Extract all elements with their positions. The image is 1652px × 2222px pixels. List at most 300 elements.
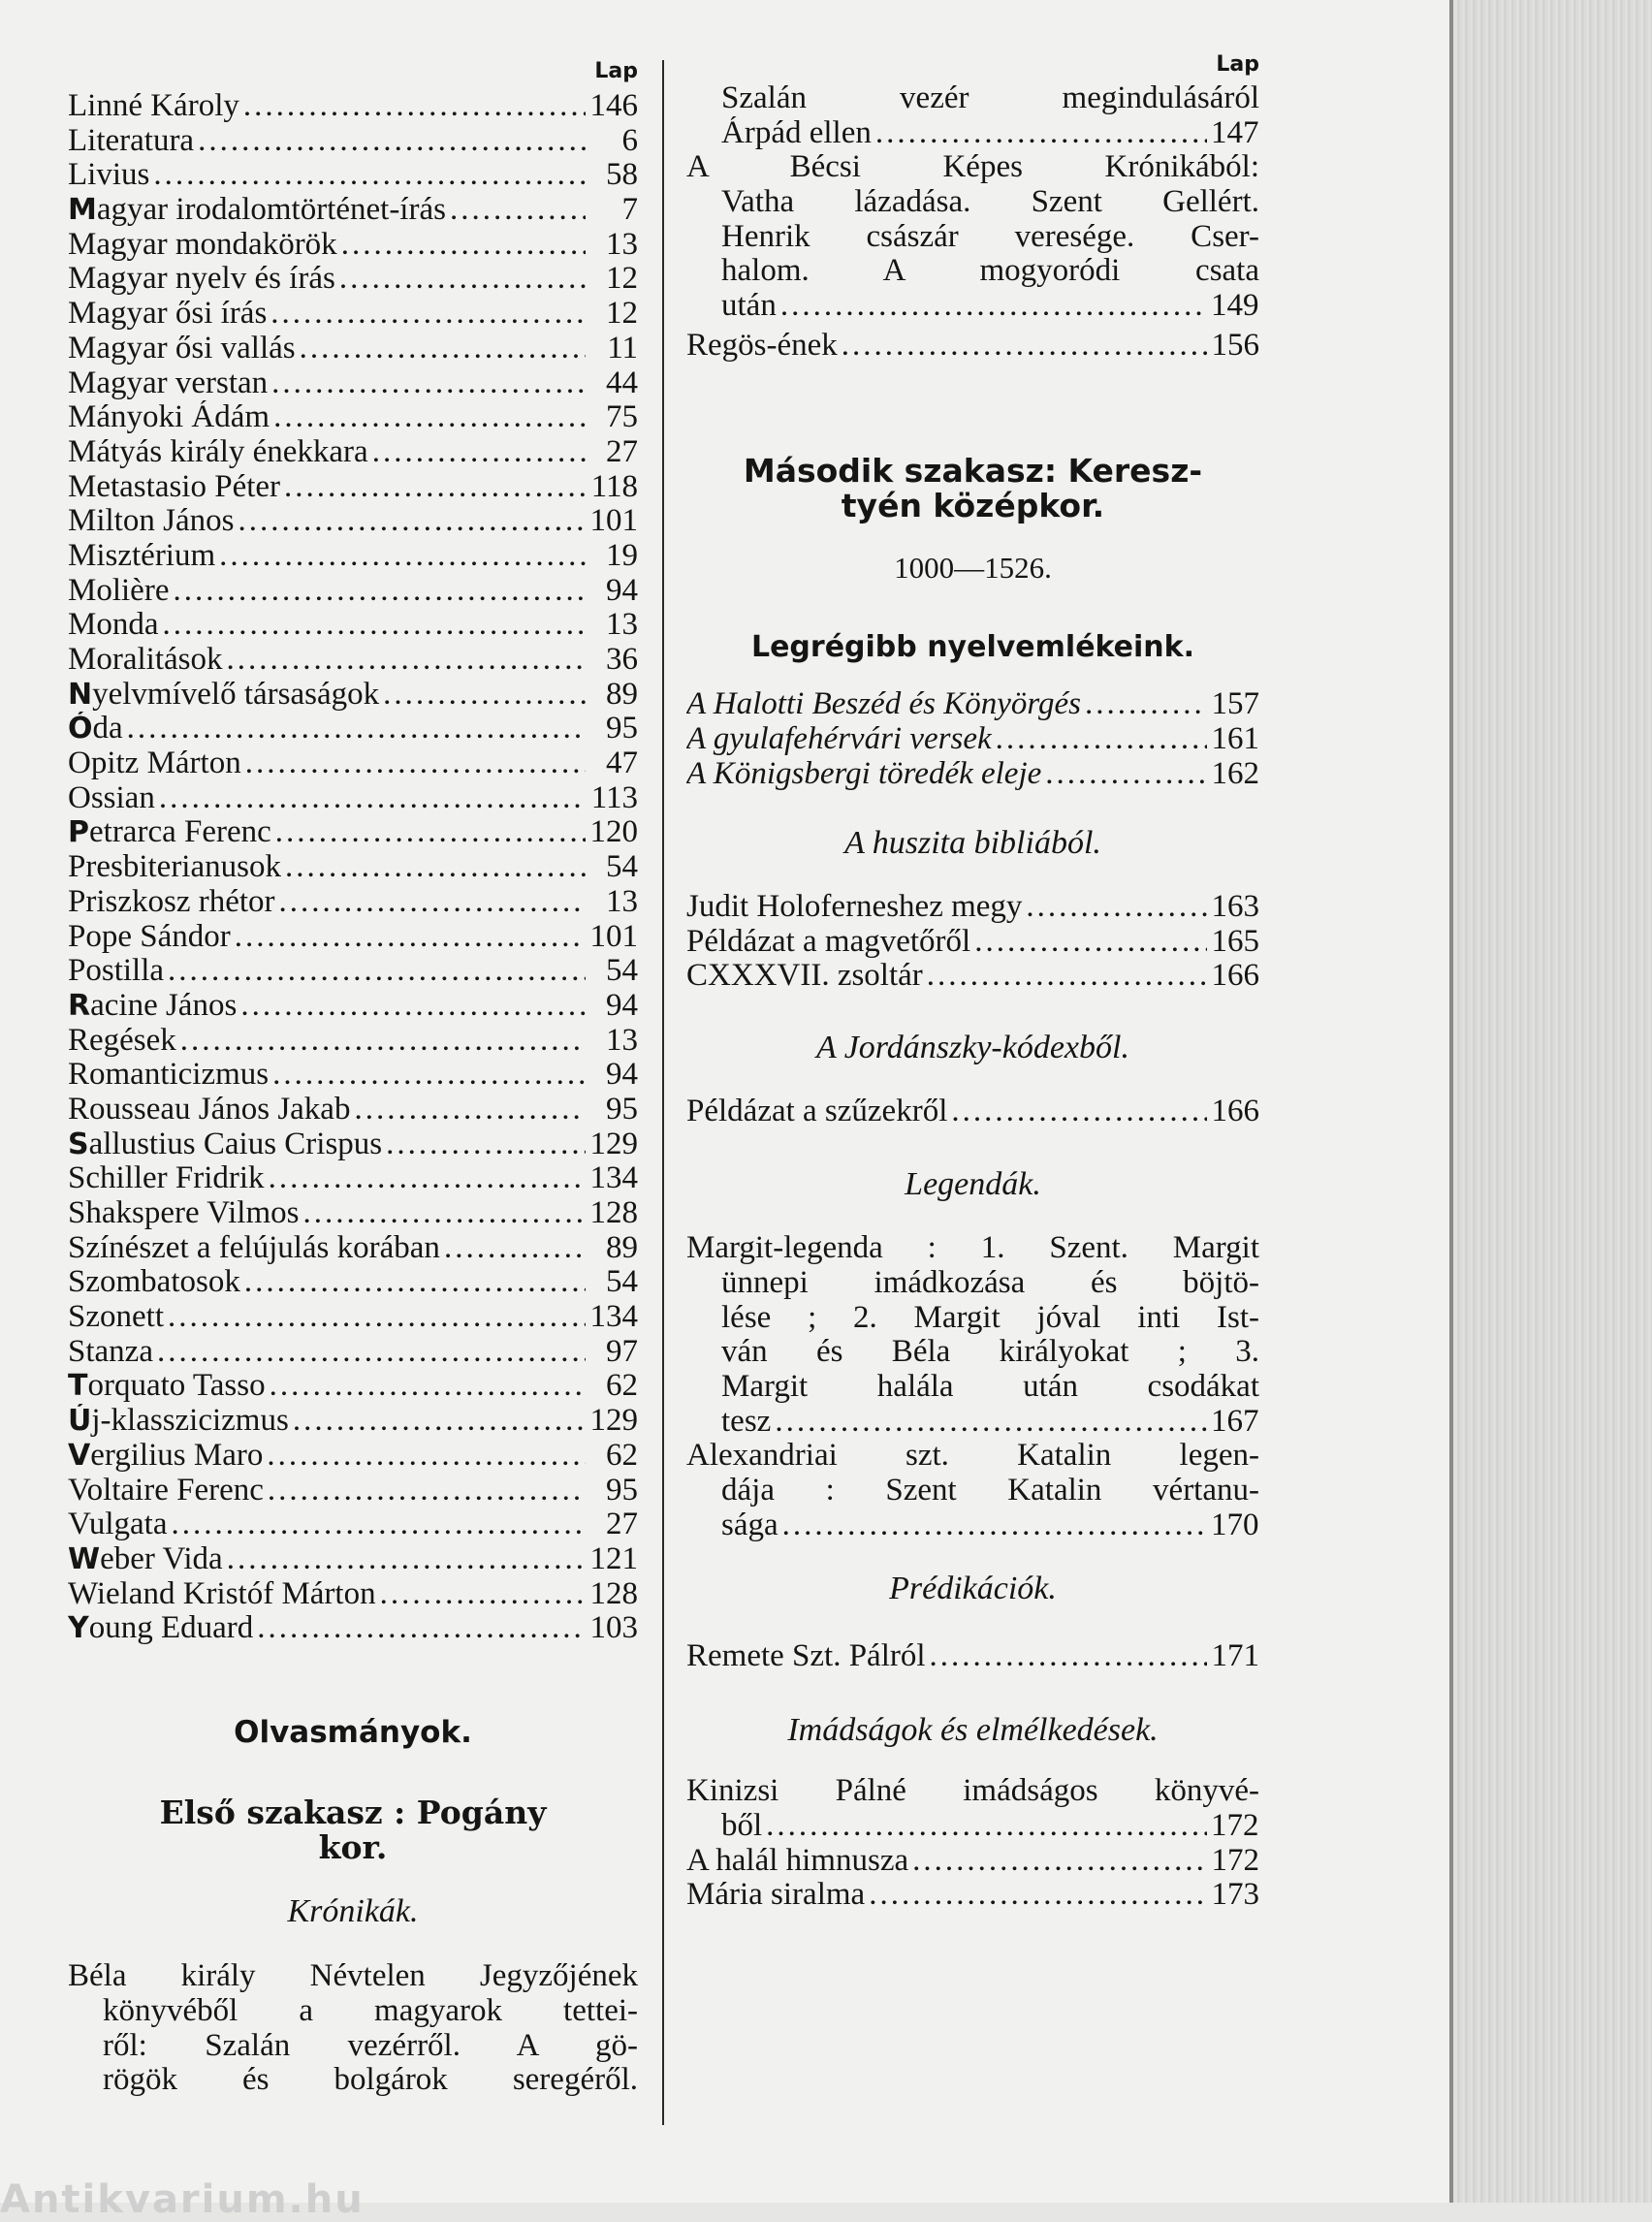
entry-page: 166 — [1211, 959, 1259, 994]
entry-title-text: Postilla — [68, 954, 165, 989]
katalin-entry — [686, 1439, 1259, 1542]
index-entry — [68, 124, 638, 159]
entry-title — [68, 1508, 167, 1542]
dot-leader — [275, 815, 586, 850]
entry-title — [68, 574, 169, 609]
dot-leader — [244, 1265, 586, 1300]
entry-title-text: Monda — [68, 608, 159, 643]
entry-title — [68, 1474, 264, 1508]
index-entry — [68, 885, 638, 920]
entry-title-text: Regések — [68, 1023, 176, 1058]
index-entry — [68, 1508, 638, 1542]
entry-page: 129 — [589, 1404, 638, 1439]
entry-page: 146 — [589, 89, 638, 123]
entry-page: 62 — [606, 1438, 638, 1473]
dot-leader — [273, 400, 586, 435]
entry-title-text: Mátyás király énekkara — [68, 434, 368, 469]
index-entry — [68, 1161, 638, 1196]
index-entry — [68, 1196, 638, 1231]
dot-leader — [293, 1404, 586, 1439]
dot-leader — [339, 262, 586, 297]
entry-title-text: Magyar nyelv és írás — [68, 262, 335, 297]
dot-leader — [157, 1335, 586, 1370]
szalan-line: Szalán vezér megindulásáról — [721, 80, 1259, 115]
entry-page: 44 — [606, 365, 638, 400]
entry-page: 11 — [607, 331, 638, 365]
entry-page: 134 — [589, 1300, 638, 1335]
legregibb-heading: Legrégibb nyelvemlékeink. — [750, 629, 1195, 664]
entry-page: 94 — [606, 573, 638, 608]
bela-line: ről: Szalán vezérről. A gö- — [103, 2027, 638, 2063]
entry-title-text: Színészet a felújulás korában — [68, 1230, 440, 1265]
entry-title-text: A Königsbergi töredék eleje — [686, 756, 1042, 791]
entry-title — [686, 890, 1022, 925]
entry-title-text: Példázat a magvetőről — [686, 924, 971, 959]
entry-title-text: Magyar ősi írás — [68, 297, 268, 332]
entry-title-text: eber Vida — [100, 1541, 223, 1576]
becsi-line: Henrik császár veresége. Cser- — [721, 218, 1259, 254]
index-entry — [686, 925, 1259, 960]
index-entry — [68, 1127, 638, 1162]
dot-leader — [383, 678, 586, 713]
bela-line: rögök és bolgárok seregéről. — [103, 2062, 638, 2098]
entry-title-text: da — [92, 712, 123, 746]
entry-page: 13 — [606, 884, 638, 919]
entry-page: 170 — [1211, 1508, 1259, 1542]
katalin-line: Alexandriai szt. Katalin legen- — [686, 1438, 1259, 1474]
index-entry — [686, 757, 1259, 792]
entry-page: 94 — [606, 988, 638, 1023]
dot-leader — [153, 158, 586, 193]
entry-page: 162 — [1211, 756, 1259, 791]
entry-page: 147 — [1211, 115, 1259, 150]
entry-page: 113 — [590, 780, 638, 815]
entry-title-text: CXXXVII. zsoltár — [686, 959, 923, 994]
left-index-list — [68, 89, 638, 1646]
entry-title-text: Shakspere Vilmos — [68, 1196, 300, 1230]
index-entry — [68, 1058, 638, 1093]
entry-page: 172 — [1211, 1809, 1259, 1844]
huszita-heading: A huszita bibliából. — [844, 825, 1101, 862]
entry-page: 62 — [606, 1369, 638, 1404]
section2-heading — [686, 451, 1259, 524]
index-entry — [686, 1809, 1259, 1844]
dot-leader — [450, 193, 586, 228]
dot-leader — [245, 746, 586, 781]
bela-line: könyvéből a magyarok tettei- — [103, 1993, 638, 2029]
dot-leader — [380, 1577, 586, 1612]
entry-page: 54 — [606, 1265, 638, 1300]
index-entry — [68, 781, 638, 816]
nyelvemlek-list — [686, 687, 1259, 791]
entry-page: 172 — [1211, 1843, 1259, 1878]
entry-page: 13 — [606, 608, 638, 643]
entry-title-text: yelvmívelő társaságok — [92, 677, 380, 712]
entry-page: 120 — [589, 815, 638, 850]
huszita-list — [686, 890, 1259, 994]
dot-leader — [173, 574, 586, 609]
szalan-entry — [686, 81, 1259, 150]
index-entry — [68, 1369, 638, 1404]
dot-leader — [163, 608, 587, 643]
entry-title-text: Opitz Márton — [68, 746, 241, 781]
entry-title-text: Presbiterianusok — [68, 850, 281, 885]
entry-title — [68, 1369, 266, 1404]
entry-title — [68, 712, 123, 746]
entry-title — [68, 1127, 382, 1162]
dot-leader — [127, 712, 586, 746]
entry-title: Remete Szt. Pálról — [686, 1639, 926, 1674]
entry-page: 166 — [1211, 1094, 1259, 1128]
index-entry — [686, 1844, 1259, 1879]
index-entry — [68, 1093, 638, 1127]
entry-title: Mária siralma — [686, 1878, 866, 1913]
entry-title-text: Wieland Kristóf Márton — [68, 1576, 376, 1611]
dot-leader — [372, 435, 586, 470]
entry-title — [68, 228, 337, 263]
watermark-text: Antikvarium.hu — [0, 2177, 365, 2222]
entry-title — [68, 746, 241, 781]
index-entry — [68, 158, 638, 193]
entry-title — [686, 925, 970, 960]
entry-page: 95 — [606, 1473, 638, 1508]
entry-title-text: oung Eduard — [88, 1611, 254, 1646]
entry-title-text: Szombatosok — [68, 1265, 240, 1300]
dot-leader — [341, 228, 586, 263]
entry-page: 47 — [606, 746, 638, 781]
index-entry — [68, 366, 638, 401]
entry-page: 171 — [1211, 1639, 1259, 1674]
index-entry — [68, 746, 638, 781]
dot-leader — [302, 1196, 586, 1231]
entry-title: ből — [721, 1809, 763, 1844]
bela-entry — [68, 1959, 638, 2098]
dot-leader — [270, 1369, 586, 1404]
dot-leader — [240, 989, 586, 1024]
dot-leader — [168, 954, 586, 989]
entry-page: 95 — [606, 1092, 638, 1127]
entry-title-text: Vulgata — [68, 1508, 168, 1542]
entry-title: Árpád ellen — [721, 115, 872, 150]
entry-title-text: Ossian — [68, 780, 155, 815]
entry-page: 129 — [589, 1127, 638, 1161]
section2-line1: Második szakasz: Keresz- — [743, 451, 1203, 490]
dot-leader — [1026, 890, 1207, 925]
entry-title — [686, 687, 1081, 722]
dot-leader — [927, 959, 1207, 994]
index-entry — [68, 1300, 638, 1335]
entry-page: 13 — [606, 1023, 638, 1058]
entry-title-text: Mányoki Ádám — [68, 400, 270, 435]
dot-leader — [996, 722, 1207, 757]
index-entry — [68, 470, 638, 505]
entry-title-text: Schiller Fridrik — [68, 1161, 265, 1196]
dot-leader — [238, 504, 586, 539]
entry-page: 7 — [621, 193, 638, 228]
entry-title — [68, 1300, 164, 1335]
entry-initial: Y — [68, 1611, 89, 1646]
entry-title — [686, 722, 992, 757]
entry-page: 167 — [1211, 1404, 1259, 1439]
entry-page: 121 — [589, 1541, 638, 1576]
index-entry — [68, 504, 638, 539]
entry-title — [68, 366, 268, 401]
entry-title-text: A Halotti Beszéd és Könyörgés — [686, 687, 1081, 722]
dot-leader — [444, 1231, 586, 1266]
kinizsi-line: Kinizsi Pálné imádságos könyvé- — [686, 1773, 1259, 1809]
dot-leader — [279, 885, 586, 920]
index-entry — [68, 228, 638, 263]
index-entry — [68, 1611, 638, 1646]
entry-title — [68, 815, 271, 850]
index-entry — [68, 815, 638, 850]
olvasmanyok-heading: Olvasmányok. — [234, 1714, 472, 1750]
entry-title-text: Moralitások — [68, 643, 223, 677]
imadsagok-heading: Imádságok és elmélkedések. — [787, 1711, 1159, 1748]
entry-title — [68, 297, 267, 332]
legendak-heading: Legendák. — [905, 1166, 1041, 1203]
dot-leader — [168, 1300, 586, 1335]
index-entry — [686, 116, 1259, 151]
entry-title-text: Magyar ősi vallás — [68, 331, 296, 365]
kinizsi-entry — [686, 1774, 1259, 1843]
dot-leader — [269, 1161, 586, 1196]
entry-title-text: Voltaire Ferenc — [68, 1473, 264, 1508]
entry-title-text: j-klasszicizmus — [91, 1404, 289, 1439]
entry-title: Regös-ének — [686, 327, 838, 363]
index-entry — [686, 1639, 1259, 1674]
index-entry — [68, 1577, 638, 1612]
dot-leader — [284, 470, 586, 505]
entry-title — [68, 89, 239, 124]
left-column — [68, 54, 638, 2098]
index-entry — [68, 89, 638, 124]
entry-title-text: ergilius Maro — [90, 1438, 264, 1473]
entry-title — [68, 1404, 289, 1439]
index-entry — [68, 1439, 638, 1474]
entry-title-text: etrarca Ferenc — [89, 815, 271, 850]
index-entry — [68, 435, 638, 470]
entry-page: 54 — [606, 850, 638, 885]
entry-title — [68, 781, 155, 816]
index-entry — [68, 678, 638, 713]
entry-title — [68, 643, 222, 678]
margit-entry — [686, 1231, 1259, 1439]
entry-page: 13 — [606, 227, 638, 262]
dot-leader — [271, 366, 586, 401]
predikaciok-heading: Prédikációk. — [889, 1571, 1057, 1607]
entry-page: 165 — [1211, 924, 1259, 959]
entry-title-text: Literatura — [68, 123, 195, 158]
entry-title-text: Magyar verstan — [68, 365, 269, 400]
entry-page: 134 — [589, 1161, 638, 1196]
index-entry — [686, 289, 1259, 324]
dot-leader — [300, 332, 586, 366]
bela-line: Béla király Névtelen Jegyzőjének — [68, 1958, 638, 1994]
index-entry — [68, 608, 638, 643]
margit-line: lése ; 2. Margit jóval inti Ist- — [721, 1299, 1259, 1335]
dot-leader — [272, 1058, 586, 1093]
entry-page: 19 — [606, 538, 638, 573]
entry-title — [68, 470, 280, 505]
entry-page: 97 — [606, 1334, 638, 1369]
dot-leader — [386, 1127, 586, 1162]
dot-leader — [235, 920, 586, 955]
entry-title — [68, 262, 335, 297]
entry-title — [68, 678, 379, 713]
index-entry — [68, 1231, 638, 1266]
dot-leader — [270, 297, 586, 332]
index-entry — [68, 297, 638, 332]
dot-leader — [219, 539, 586, 574]
entry-title-text: acine János — [90, 988, 238, 1023]
entry-page: 163 — [1211, 889, 1259, 924]
dot-leader — [1045, 757, 1207, 792]
index-entry — [68, 400, 638, 435]
entry-initial: Ú — [68, 1404, 92, 1439]
entry-title — [68, 1611, 253, 1646]
index-entry — [68, 574, 638, 609]
entry-title-text: Judit Holoferneshez megy — [686, 889, 1023, 924]
index-entry — [686, 722, 1259, 757]
index-entry — [68, 1542, 638, 1577]
entry-title — [68, 1093, 350, 1127]
section1-line1: Első szakasz : Pogány — [159, 1793, 547, 1831]
margit-line: ván és Béla királyokat ; 3. — [721, 1334, 1259, 1370]
becsi-entry — [686, 150, 1259, 323]
entry-page: 156 — [1211, 327, 1259, 363]
entry-title-text: Rousseau János Jakab — [68, 1092, 351, 1127]
entry-initial: T — [68, 1369, 88, 1404]
entry-title-text: Livius — [68, 158, 150, 193]
entry-title — [68, 504, 234, 539]
entry-title — [68, 193, 446, 228]
lap-header-left: Lap — [594, 59, 638, 83]
entry-title: sága — [721, 1508, 778, 1542]
entry-title — [68, 1196, 299, 1231]
entry-initial: P — [68, 815, 89, 850]
entry-page: 12 — [606, 262, 638, 297]
entry-page: 89 — [606, 677, 638, 712]
dot-leader — [243, 89, 586, 124]
dot-leader — [974, 925, 1207, 960]
entry-title-text: agyar irodalomtörténet-írás — [96, 193, 446, 228]
entry-page: 173 — [1211, 1878, 1259, 1913]
entry-title — [68, 124, 194, 159]
entry-title-text: Molière — [68, 573, 170, 608]
entry-title — [68, 1024, 176, 1059]
entry-title — [68, 1439, 263, 1474]
index-entry — [68, 989, 638, 1024]
becsi-line: Vatha lázadása. Szent Gellért. — [721, 184, 1259, 220]
entry-title-text: allustius Caius Crispus — [88, 1127, 383, 1161]
dot-leader — [1085, 687, 1207, 722]
section1-line2: kor. — [318, 1827, 388, 1866]
entry-page: 6 — [621, 123, 638, 158]
jordanszky-heading: A Jordánszky-kódexből. — [816, 1030, 1129, 1066]
entry-title — [68, 608, 159, 643]
entry-initial: S — [68, 1127, 89, 1161]
index-entry — [686, 1508, 1259, 1543]
becsi-line: A Bécsi Képes Krónikából: — [686, 149, 1259, 185]
entry-title — [68, 435, 368, 470]
index-entry — [686, 324, 1259, 366]
entry-title — [68, 1161, 265, 1196]
entry-page: 89 — [606, 1230, 638, 1265]
margit-line: ünnepi imádkozása és böjtö- — [721, 1264, 1259, 1300]
index-entry — [686, 1405, 1259, 1440]
entry-title-text: Metastasio Péter — [68, 469, 281, 504]
index-entry — [68, 262, 638, 297]
entry-title — [68, 989, 237, 1024]
entry-title — [68, 1335, 153, 1370]
entry-title — [68, 1542, 223, 1577]
entry-page: 118 — [590, 469, 638, 504]
entry-title — [68, 539, 215, 574]
entry-title-text: Romanticizmus — [68, 1058, 270, 1093]
index-entry — [68, 1474, 638, 1508]
entry-page: 101 — [589, 504, 638, 539]
entry-title: tesz — [721, 1404, 772, 1439]
index-entry — [686, 1878, 1259, 1913]
entry-title — [68, 158, 149, 193]
entry-title: Példázat a szűzekről — [686, 1094, 948, 1128]
entry-title — [68, 400, 270, 435]
entry-page: 149 — [1211, 289, 1259, 324]
index-entry — [686, 687, 1259, 722]
section1-heading — [68, 1795, 638, 1865]
entry-title — [68, 885, 275, 920]
index-entry — [686, 1095, 1259, 1129]
entry-title — [68, 954, 164, 989]
dot-leader — [180, 1024, 586, 1059]
entry-title-text: A gyulafehérvári versek — [686, 721, 992, 756]
entry-page: 27 — [606, 1508, 638, 1542]
column-divider — [662, 60, 664, 2125]
index-entry — [68, 1265, 638, 1300]
entry-page: 128 — [589, 1196, 638, 1230]
right-column — [686, 48, 1259, 1913]
entry-page: 128 — [589, 1576, 638, 1611]
index-entry — [68, 1024, 638, 1059]
entry-page: 95 — [606, 712, 638, 746]
entry-title — [68, 332, 296, 366]
index-entry — [68, 712, 638, 746]
entry-title-text: Szonett — [68, 1300, 164, 1335]
entry-title — [68, 1265, 240, 1300]
index-entry — [68, 1335, 638, 1370]
dot-leader — [257, 1611, 586, 1646]
index-entry — [686, 890, 1259, 925]
index-entry — [68, 1404, 638, 1439]
index-entry — [68, 332, 638, 366]
entry-initial: W — [68, 1541, 101, 1576]
entry-page: 12 — [606, 297, 638, 332]
entry-page: 161 — [1211, 721, 1259, 756]
entry-initial: V — [68, 1438, 91, 1473]
entry-page: 101 — [589, 919, 638, 954]
entry-page: 157 — [1211, 687, 1259, 722]
entry-title-text: Milton János — [68, 504, 235, 539]
years-range: 1000—1526. — [894, 550, 1052, 585]
page-edge — [1449, 0, 1652, 2203]
entry-title-text: Linné Károly — [68, 89, 239, 123]
entry-title-text: orquato Tasso — [87, 1369, 266, 1404]
dot-leader — [159, 781, 586, 816]
index-entry — [68, 920, 638, 955]
dot-leader — [285, 850, 586, 885]
entry-title — [68, 1231, 440, 1266]
